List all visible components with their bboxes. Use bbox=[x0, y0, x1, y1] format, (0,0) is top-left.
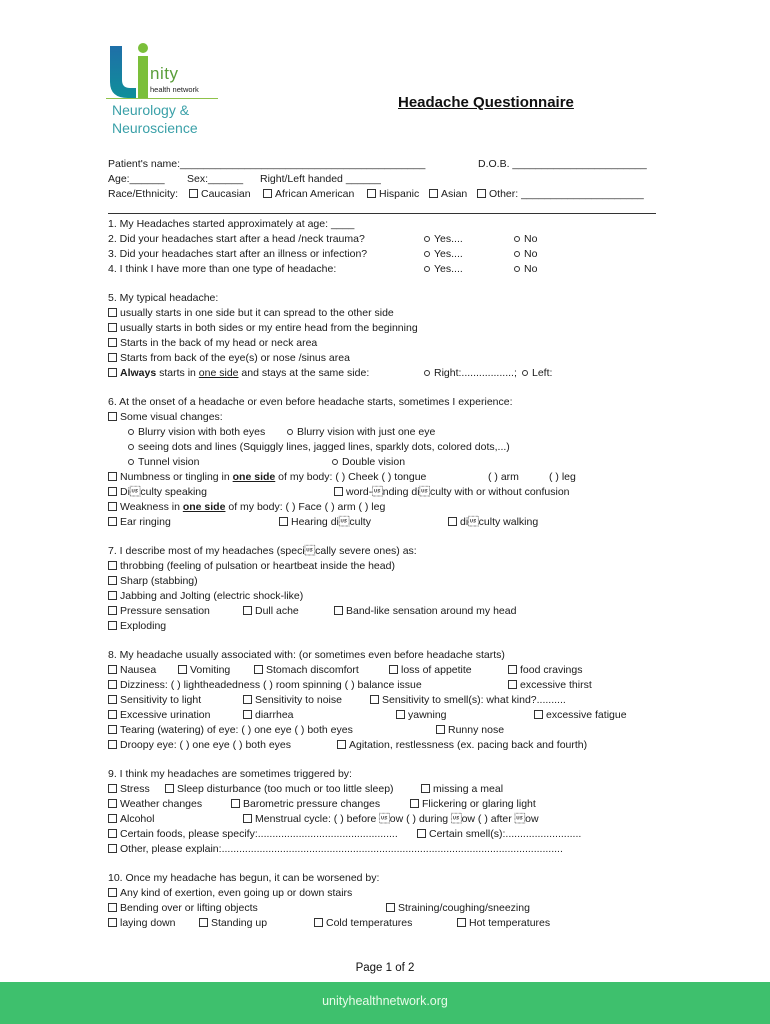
q10-standing[interactable]: Standing up bbox=[199, 917, 267, 930]
race-option-asian[interactable]: Asian bbox=[429, 188, 467, 201]
checkbox[interactable] bbox=[334, 606, 343, 615]
q10-cold[interactable]: Cold temperatures bbox=[314, 917, 412, 930]
q6-wordfinding[interactable]: word- nding di culty with or without confusion bbox=[334, 486, 570, 499]
radio[interactable] bbox=[424, 370, 430, 376]
q9-heading: 9. I think my headaches are sometimes triggered by: bbox=[108, 768, 352, 780]
radio[interactable] bbox=[514, 266, 520, 272]
checkbox[interactable] bbox=[508, 680, 517, 689]
checkbox[interactable] bbox=[108, 368, 117, 377]
q9-stress[interactable]: Stress bbox=[108, 783, 150, 796]
q2-text: 2. Did your headaches start after a head /neck trauma? bbox=[108, 233, 365, 245]
q8-urination[interactable]: Excessive urination bbox=[108, 709, 210, 722]
checkbox[interactable] bbox=[108, 308, 117, 317]
page-number: Page 1 of 2 bbox=[355, 962, 415, 974]
q8-smell[interactable]: Sensitivity to smell(s): what kind?.......... bbox=[370, 694, 566, 707]
radio[interactable] bbox=[287, 429, 293, 435]
checkbox[interactable] bbox=[396, 710, 405, 719]
checkbox[interactable] bbox=[108, 918, 117, 927]
footer-url[interactable]: unityhealthnetwork.org bbox=[322, 994, 448, 1008]
q6-ear-ringing[interactable]: Ear ringing bbox=[108, 516, 171, 529]
q4-no[interactable]: No bbox=[514, 263, 537, 276]
checkbox[interactable] bbox=[421, 784, 430, 793]
checkbox[interactable] bbox=[108, 725, 117, 734]
checkbox[interactable] bbox=[334, 487, 343, 496]
q6-walking[interactable]: di culty walking bbox=[448, 516, 538, 529]
race-option-other[interactable]: Other: _____________________ bbox=[477, 188, 644, 201]
q7-sharp[interactable]: Sharp (stabbing) bbox=[108, 575, 198, 588]
q7-exploding[interactable]: Exploding bbox=[108, 620, 166, 633]
sex-field[interactable]: Sex:______ bbox=[187, 173, 244, 185]
q6-blur-both[interactable]: Blurry vision with both eyes bbox=[128, 426, 265, 439]
checkbox[interactable] bbox=[231, 799, 240, 808]
radio[interactable] bbox=[522, 370, 528, 376]
checkbox[interactable] bbox=[108, 784, 117, 793]
q8-runny-nose[interactable]: Runny nose bbox=[436, 724, 504, 737]
q6-dots[interactable]: seeing dots and lines (Squiggly lines, jagged lines, sparkly dots, colored dots,...) bbox=[128, 441, 510, 454]
q10-exertion[interactable]: Any kind of exertion, even going up or down stairs bbox=[108, 887, 352, 900]
q5-option-4[interactable]: Starts from back of the eye(s) or nose /sinus area bbox=[108, 352, 350, 365]
checkbox[interactable] bbox=[108, 680, 117, 689]
checkbox[interactable] bbox=[189, 189, 198, 198]
q5-heading: 5. My typical headache: bbox=[108, 292, 219, 304]
q9-menstrual[interactable]: Menstrual cycle: ( ) before ow ( ) during ow ( ) after ow bbox=[243, 813, 539, 826]
q8-yawning[interactable]: yawning bbox=[396, 709, 447, 722]
checkbox[interactable] bbox=[199, 918, 208, 927]
radio[interactable] bbox=[514, 251, 520, 257]
q10-heading: 10. Once my headache has begun, it can be worsened by: bbox=[108, 872, 380, 884]
q8-agitation[interactable]: Agitation, restlessness (ex. pacing back and fourth) bbox=[337, 739, 587, 752]
checkbox[interactable] bbox=[243, 710, 252, 719]
q7-dull[interactable]: Dull ache bbox=[243, 605, 299, 618]
q5-left[interactable]: Left: bbox=[522, 367, 552, 380]
race-option-hispanic[interactable]: Hispanic bbox=[367, 188, 419, 201]
q5-right[interactable]: Right:..................; bbox=[424, 367, 517, 380]
q3-yes[interactable]: Yes.... bbox=[424, 248, 463, 261]
checkbox[interactable] bbox=[108, 472, 117, 481]
handedness-field[interactable]: Right/Left handed ______ bbox=[260, 173, 381, 185]
checkbox[interactable] bbox=[108, 621, 117, 630]
dob-field[interactable]: D.O.B. _______________________ bbox=[478, 158, 647, 170]
patient-name-field[interactable]: Patient's name:__________________________________________ bbox=[108, 158, 426, 170]
checkbox[interactable] bbox=[108, 695, 117, 704]
checkbox[interactable] bbox=[337, 740, 346, 749]
checkbox[interactable] bbox=[457, 918, 466, 927]
q6-blur-one[interactable]: Blurry vision with just one eye bbox=[287, 426, 435, 439]
checkbox[interactable] bbox=[279, 517, 288, 526]
q4-yes[interactable]: Yes.... bbox=[424, 263, 463, 276]
q9-foods[interactable]: Certain foods, please specify:................................................ bbox=[108, 828, 398, 841]
page-title: Headache Questionnaire bbox=[398, 94, 574, 111]
radio[interactable] bbox=[424, 236, 430, 242]
checkbox[interactable] bbox=[108, 502, 117, 511]
q8-light[interactable]: Sensitivity to light bbox=[108, 694, 201, 707]
q6-speaking[interactable]: Di culty speaking bbox=[108, 486, 207, 499]
q8-heading: 8. My headache usually associated with: (or sometimes even before headache starts) bbox=[108, 649, 505, 661]
radio[interactable] bbox=[424, 266, 430, 272]
section-divider bbox=[108, 213, 656, 214]
checkbox[interactable] bbox=[386, 903, 395, 912]
race-option-african-american[interactable]: African American bbox=[263, 188, 354, 201]
department-name: Neurology & Neuroscience bbox=[112, 102, 198, 136]
checkbox[interactable] bbox=[108, 561, 117, 570]
checkbox[interactable] bbox=[108, 740, 117, 749]
logo-subtitle: health network bbox=[150, 85, 199, 94]
checkbox[interactable] bbox=[108, 353, 117, 362]
q5-option-1[interactable]: usually starts in one side but it can spread to the other side bbox=[108, 307, 394, 320]
race-option-caucasian[interactable]: Caucasian bbox=[189, 188, 251, 201]
q7-throbbing[interactable]: throbbing (feeling of pulsation or heartbeat inside the head) bbox=[108, 560, 395, 573]
checkbox[interactable] bbox=[389, 665, 398, 674]
checkbox[interactable] bbox=[367, 189, 376, 198]
q2-yes[interactable]: Yes.... bbox=[424, 233, 463, 246]
q9-flicker[interactable]: Flickering or glaring light bbox=[410, 798, 536, 811]
checkbox[interactable] bbox=[108, 829, 117, 838]
q10-hot[interactable]: Hot temperatures bbox=[457, 917, 550, 930]
q6-heading: 6. At the onset of a headache or even before headache starts, sometimes I experience: bbox=[108, 396, 513, 408]
unity-logo-mark bbox=[106, 42, 150, 98]
q9-alcohol[interactable]: Alcohol bbox=[108, 813, 154, 826]
radio[interactable] bbox=[514, 236, 520, 242]
q9-other[interactable]: Other, please explain:..................................................................................................................... bbox=[108, 843, 563, 856]
q9-smells[interactable]: Certain smell(s):.......................... bbox=[417, 828, 581, 841]
radio[interactable] bbox=[128, 444, 134, 450]
q8-appetite[interactable]: loss of appetite bbox=[389, 664, 472, 677]
checkbox[interactable] bbox=[243, 814, 252, 823]
checkbox[interactable] bbox=[243, 695, 252, 704]
radio[interactable] bbox=[128, 429, 134, 435]
q8-droopy[interactable]: Droopy eye: ( ) one eye ( ) both eyes bbox=[108, 739, 291, 752]
q7-pressure[interactable]: Pressure sensation bbox=[108, 605, 210, 618]
q9-meal[interactable]: missing a meal bbox=[421, 783, 503, 796]
q10-straining[interactable]: Straining/coughing/sneezing bbox=[386, 902, 530, 915]
checkbox[interactable] bbox=[254, 665, 263, 674]
logo-divider bbox=[106, 98, 218, 99]
checkbox[interactable] bbox=[108, 323, 117, 332]
checkbox[interactable] bbox=[429, 189, 438, 198]
checkbox[interactable] bbox=[108, 591, 117, 600]
checkbox[interactable] bbox=[108, 576, 117, 585]
q6-double[interactable]: Double vision bbox=[332, 456, 405, 469]
checkbox[interactable] bbox=[370, 695, 379, 704]
q1-text[interactable]: 1. My Headaches started approximately at age: ____ bbox=[108, 218, 355, 230]
radio[interactable] bbox=[424, 251, 430, 257]
q8-tearing[interactable]: Tearing (watering) of eye: ( ) one eye ( ) both eyes bbox=[108, 724, 353, 737]
q3-text: 3. Did your headaches start after an illness or infection? bbox=[108, 248, 368, 260]
age-field[interactable]: Age:______ bbox=[108, 173, 165, 185]
q6-numb-arm[interactable]: ( ) arm bbox=[488, 471, 519, 483]
checkbox[interactable] bbox=[108, 487, 117, 496]
q9-barometric[interactable]: Barometric pressure changes bbox=[231, 798, 380, 811]
q8-vomiting[interactable]: Vomiting bbox=[178, 664, 230, 677]
checkbox[interactable] bbox=[263, 189, 272, 198]
checkbox[interactable] bbox=[108, 888, 117, 897]
checkbox[interactable] bbox=[477, 189, 486, 198]
q7-band[interactable]: Band-like sensation around my head bbox=[334, 605, 516, 618]
q8-nausea[interactable]: Nausea bbox=[108, 664, 156, 677]
checkbox[interactable] bbox=[165, 784, 174, 793]
checkbox[interactable] bbox=[108, 665, 117, 674]
checkbox[interactable] bbox=[108, 606, 117, 615]
q8-diarrhea[interactable]: diarrhea bbox=[243, 709, 294, 722]
q2-no[interactable]: No bbox=[514, 233, 537, 246]
q7-heading: 7. I describe most of my headaches (speci cally severe ones) as: bbox=[108, 545, 417, 557]
q8-cravings[interactable]: food cravings bbox=[508, 664, 582, 677]
q3-no[interactable]: No bbox=[514, 248, 537, 261]
checkbox[interactable] bbox=[448, 517, 457, 526]
checkbox[interactable] bbox=[108, 799, 117, 808]
checkbox[interactable] bbox=[508, 665, 517, 674]
q6-numb-leg[interactable]: ( ) leg bbox=[549, 471, 576, 483]
q6-numbness[interactable]: Numbness or tingling in one side of my body: ( ) Cheek ( ) tongue bbox=[108, 471, 426, 484]
q8-dizziness[interactable]: Dizziness: ( ) lightheadedness ( ) room spinning ( ) balance issue bbox=[108, 679, 422, 692]
checkbox[interactable] bbox=[178, 665, 187, 674]
checkbox[interactable] bbox=[108, 517, 117, 526]
q6-weakness[interactable]: Weakness in one side of my body: ( ) Face ( ) arm ( ) leg bbox=[108, 501, 385, 514]
q5-option-always[interactable]: Always starts in one side and stays at the same side: bbox=[108, 367, 369, 380]
checkbox[interactable] bbox=[410, 799, 419, 808]
q10-bending[interactable]: Bending over or lifting objects bbox=[108, 902, 258, 915]
q9-sleep[interactable]: Sleep disturbance (too much or too little sleep) bbox=[165, 783, 394, 796]
checkbox[interactable] bbox=[108, 903, 117, 912]
q6-hearing[interactable]: Hearing di culty bbox=[279, 516, 371, 529]
q10-laying[interactable]: laying down bbox=[108, 917, 175, 930]
q9-weather[interactable]: Weather changes bbox=[108, 798, 202, 811]
checkbox[interactable] bbox=[417, 829, 426, 838]
checkbox[interactable] bbox=[534, 710, 543, 719]
q8-thirst[interactable]: excessive thirst bbox=[508, 679, 592, 692]
q5-option-3[interactable]: Starts in the back of my head or neck area bbox=[108, 337, 317, 350]
q8-noise[interactable]: Sensitivity to noise bbox=[243, 694, 342, 707]
checkbox[interactable] bbox=[108, 844, 117, 853]
q4-text: 4. I think I have more than one type of headache: bbox=[108, 263, 337, 275]
q8-stomach[interactable]: Stomach discomfort bbox=[254, 664, 359, 677]
checkbox[interactable] bbox=[436, 725, 445, 734]
q5-option-2[interactable]: usually starts in both sides or my entire head from the beginning bbox=[108, 322, 418, 335]
q6-visual[interactable]: Some visual changes: bbox=[108, 411, 223, 424]
logo-wordmark: nity bbox=[150, 64, 179, 83]
q6-tunnel[interactable]: Tunnel vision bbox=[128, 456, 199, 469]
q7-jabbing[interactable]: Jabbing and Jolting (electric shock-like) bbox=[108, 590, 303, 603]
checkbox[interactable] bbox=[314, 918, 323, 927]
race-label: Race/Ethnicity: bbox=[108, 188, 179, 200]
radio[interactable] bbox=[128, 459, 134, 465]
checkbox[interactable] bbox=[108, 412, 117, 421]
checkbox[interactable] bbox=[108, 338, 117, 347]
checkbox[interactable] bbox=[108, 814, 117, 823]
radio[interactable] bbox=[332, 459, 338, 465]
checkbox[interactable] bbox=[243, 606, 252, 615]
q8-fatigue[interactable]: excessive fatigue bbox=[534, 709, 627, 722]
checkbox[interactable] bbox=[108, 710, 117, 719]
